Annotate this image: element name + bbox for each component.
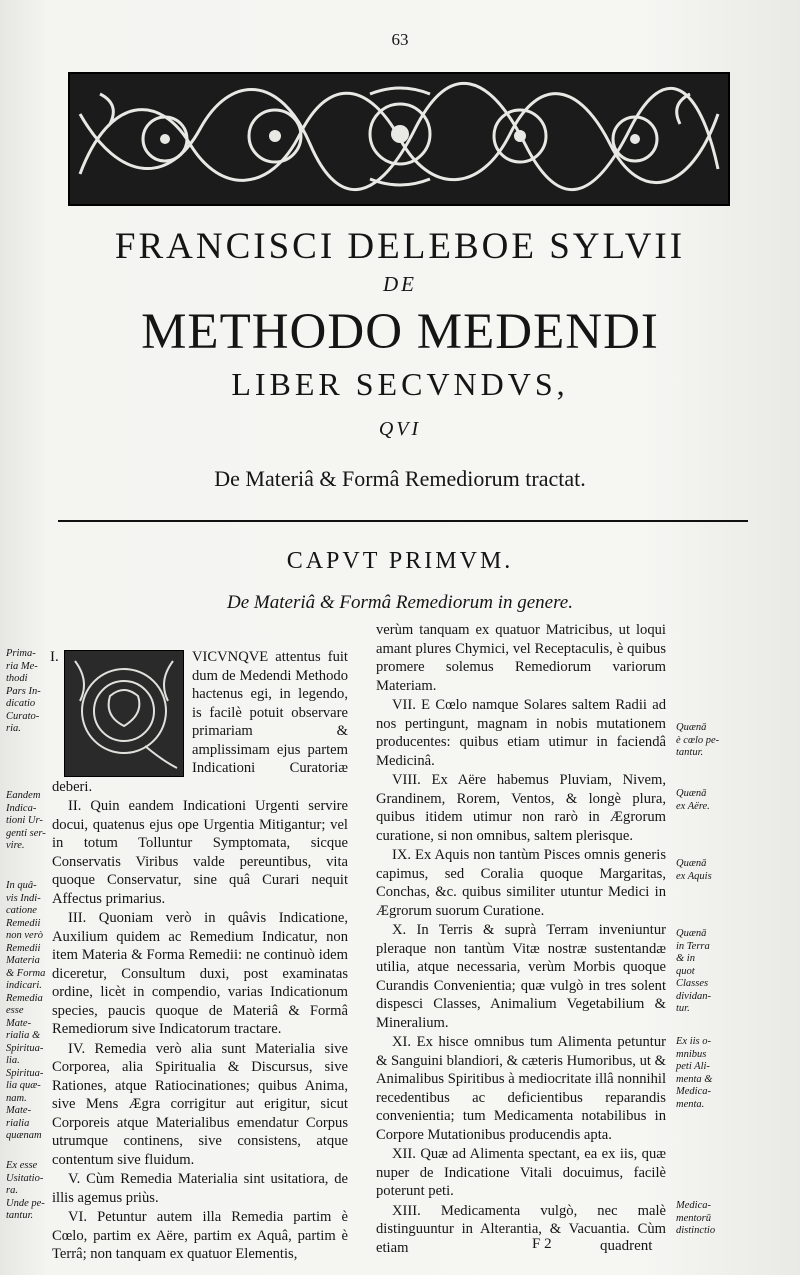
paragraph-10: X. In Terris & suprà Terram inveniuntur pleraque non tantùm Vitæ nostræ sustentandæ utilia, atque necessaria, verùm Morbis quoque Curandis Convenientia; quæ vulgò in tres solent dispesci Classes, Animalium Vegetabilium & Mineralium. [376,922,666,1031]
paragraph-11: XI. Ex hisce omnibus tum Alimenta petuntur & Sanguini blandiori, & cæteris Humoribus, ut & Animalibus Spiritibus à mediocritate illâ nonnihil recedentibus ac deficientibus reparandis convenientia; tum Medicamenta notabilibus in Corpore Mutationibus producendis apta. [376,1034,666,1143]
margin-note-left-2: Eandem Indica- tioni Ur- genti ser- vire. [6,790,46,851]
paragraph-8: VIII. Ex Aëre habemus Pluviam, Nivem, Grandinem, Rorem, Ventos, & longè plura, quibus itidem utimur non rarò in Ægrorum curatione, si non omnibus, saltem plerisque. [376,772,666,844]
margin-note-left-1: Prima- ria Me- thodi Pars In- dicatio Curato- ria. [6,648,41,734]
paragraph-12: XII. Quæ ad Alimenta spectant, ea ex iis, quæ nuper de Indicatione Vitali docuimus, facilè poterunt peti. [376,1146,666,1199]
paragraph-3: III. Quoniam verò in quâvis Indicatione, Auxilium quidem ac Remedium Indicatur, non item Materia & Forma Remedii: ne continuò idem diceretur, Consultum duxi, post examinatas ordine, licèt in compendio, varias Indicationum species, paucis quoque de Materiâ & Formâ Remediorum sive Indicatorum tractare. [52,910,348,1037]
paragraph-6: VI. Petuntur autem illa Remedia partim è Cœlo, partim ex Aëre, partim ex Aquâ, partim è Terrâ; non tanquam ex quatuor Elementis, [52,1209,348,1262]
paragraph-4: IV. Remedia verò alia sunt Materialia sive Corporea, alia Spiritualia & Discursus, sive Rationes, atque Ratiocinationes; quibus Anima, sive Mens Ægra corrigitur aut erigitur, sicut Corporeis atque Materialibus emendatur Corpus utrumque continens, sive consistens, atque contentum sive fluidum. [52,1040,348,1168]
paragraph-6-cont: verùm tanquam ex quatuor Matricibus, ut loqui amant plures Chymici, vel Receptaculis, è quibus promere solemus Remediorum variorum Materiam. [376,622,666,694]
signature-mark: F 2 [532,1236,552,1252]
paragraph-9: IX. Ex Aquis non tantùm Pisces omnis generis capimus, sed Coralia quoque Margaritas, Conchas, &c. quibus similiter utuntur Medici in Ægrorum suorum Curatione. [376,847,666,919]
catchword: quadrent [600,1238,653,1254]
page-number: 63 [391,30,409,49]
margin-note-left-3: In quâ- vis Indi- catione Remedii non verò Remedii Materia & Forma indicari. Remedia esse Mate- rialia & Spiritua- lia. Spiritua- lia quæ- nam. Mate- rialia quænam [6,880,46,1141]
right-text-column [376,621,666,1258]
paragraph-number: I. [50,649,59,665]
headpiece-ornament [68,72,730,206]
left-text-column [52,648,348,1265]
margin-note-left-4: Ex esse Usitatio- ra. Unde pe- tantur. [6,1160,45,1221]
margin-note-right-3: Quænā ex Aquis [676,858,712,882]
decorated-initial-q [64,650,184,777]
title-subject: De Materiâ & Formâ Remediorum tractat. [214,466,586,491]
margin-note-right-4: Quænā in Terra & in quot Classes dividan- tur. [676,928,711,1014]
title-qui: QVI [378,418,422,440]
margin-note-right-6: Medica- mentorū distinctio [676,1200,716,1236]
paragraph-5: V. Cùm Remedia Materialia sint usitatiora, de illis agemus priùs. [52,1171,348,1206]
title-de: DE [383,272,417,296]
paragraph-1: VICVNQVE attentus fuit dum de Medendi Methodo hactenus egi, in legendo, is facilè potuit observare primariam & amplissimam ejus partem Indicationi Curatoriæ deberi. [52,649,348,795]
title-liber: LIBER SECVNDVS, [231,366,569,402]
margin-note-right-5: Ex iis o- mnibus peti Ali- menta & Medica- menta. [676,1036,713,1110]
chapter-subtitle: De Materiâ & Formâ Remediorum in genere. [227,592,573,613]
paragraph-2: II. Quin eandem Indicationi Urgenti servire docui, quatenus ejus ope Urgentia Mitigantur; vel in totum Tolluntur Symptomata, sicque Conservatis Viribus valde pereuntibus, vita quoque Conservatur, sine quâ Curari nequit Affectus primarius. [52,798,348,907]
first-paragraph [52,648,348,796]
margin-note-right-1: Quænā è cœlo pe- tantur. [676,722,720,758]
title-main: METHODO MEDENDI [141,304,659,360]
margin-note-right-2: Quænā ex Aëre. [676,788,710,812]
paragraph-13: XIII. Medicamenta vulgò, nec malè distinguuntur in Alterantia, & Vacuantia. Cùm etiam [376,1202,666,1256]
section-rule [58,520,748,522]
title-author: FRANCISCI DELEBOE SYLVII [114,226,686,267]
chapter-heading: CAPVT PRIMVM. [286,548,514,574]
paragraph-7: VII. E Cœlo namque Solares saltem Radii ad nos pertingunt, magnam in nobis mutationem producentes: quibus etiam utimur in faciendâ Medicinâ. [376,697,666,769]
